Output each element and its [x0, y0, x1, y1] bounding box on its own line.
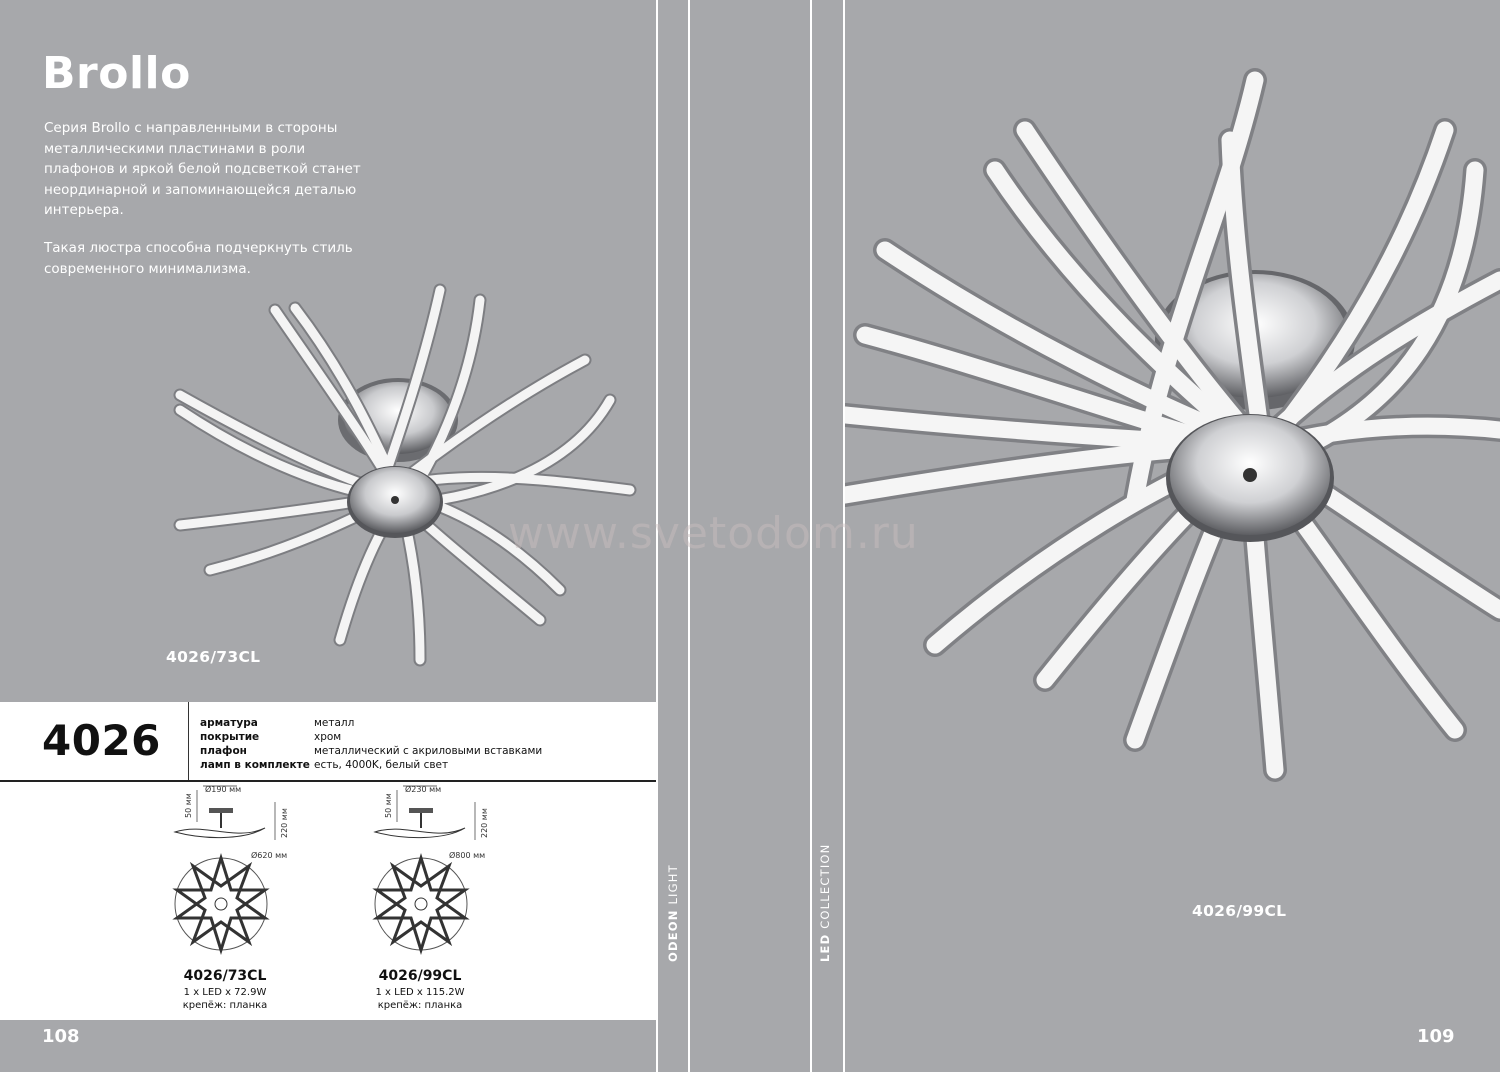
brand-vertical-label [666, 864, 680, 962]
drawing-mount-73cl: крепёж: планка [182, 1000, 268, 1011]
series-number: 4026 [42, 716, 161, 765]
watermark: www.svetodom.ru [508, 508, 919, 559]
spec-value: металл [314, 717, 355, 729]
spec-value: хром [314, 731, 342, 743]
technical-drawings [0, 782, 656, 1020]
spec-values [314, 716, 542, 772]
brand-light: LIGHT [666, 864, 680, 905]
spec-label: покрытие [200, 731, 260, 743]
page-number-left: 108 [42, 1026, 80, 1047]
diameter-label: Ø620 мм [251, 851, 288, 860]
base-diameter-label: Ø230 мм [405, 785, 442, 794]
total-height-label: 220 мм [480, 808, 489, 838]
spec-labels [200, 716, 310, 772]
base-height-label: 50 мм [384, 793, 393, 818]
drawing-lamps-73cl: 1 x LED x 72.9W [183, 987, 267, 998]
total-height-label: 220 мм [280, 808, 289, 838]
drawing-model-99cl: 4026/99CL [378, 968, 462, 984]
technical-drawing-99cl [365, 782, 505, 960]
spec-block [0, 702, 656, 780]
brand-bold: ODEON [666, 909, 680, 962]
drawing-lamps-99cl: 1 x LED x 115.2W [375, 987, 465, 998]
base-height-label: 50 мм [184, 793, 193, 818]
drawing-model-73cl: 4026/73CL [183, 968, 267, 984]
spec-label: арматура [200, 717, 258, 729]
spec-value: металлический с акриловыми вставками [314, 745, 543, 757]
description-paragraph-1: Серия Brollo с направленными в стороны металлическими пластинами в роли плафонов и яркой белой подсветкой станет неординарной и запоминающейся деталью интерьера. [44, 120, 361, 218]
page-number-right: 109 [1417, 1026, 1455, 1047]
collection-bold: LED [818, 933, 832, 962]
chandelier-photo-large [845, 50, 1500, 790]
diameter-label: Ø800 мм [449, 851, 486, 860]
drawing-mount-99cl: крепёж: планка [377, 1000, 463, 1011]
photo-caption-large: 4026/99CL [1192, 902, 1287, 920]
base-diameter-label: Ø190 мм [205, 785, 242, 794]
spec-value: есть, 4000K, белый свет [314, 759, 449, 771]
spec-label: плафон [200, 745, 247, 757]
technical-drawing-73cl [165, 782, 305, 960]
photo-caption-small: 4026/73CL [166, 648, 261, 666]
collection-vertical-label [818, 844, 832, 962]
spec-divider [188, 702, 189, 780]
chandelier-photo-small [150, 270, 650, 690]
description-paragraph-2: Такая люстра способна подчеркнуть стиль современного минимализма. [44, 240, 353, 277]
right-page [845, 0, 1500, 1072]
series-title: Brollo [42, 48, 191, 99]
collection-light: COLLECTION [818, 843, 832, 929]
spec-label: ламп в комплекте [200, 759, 310, 771]
